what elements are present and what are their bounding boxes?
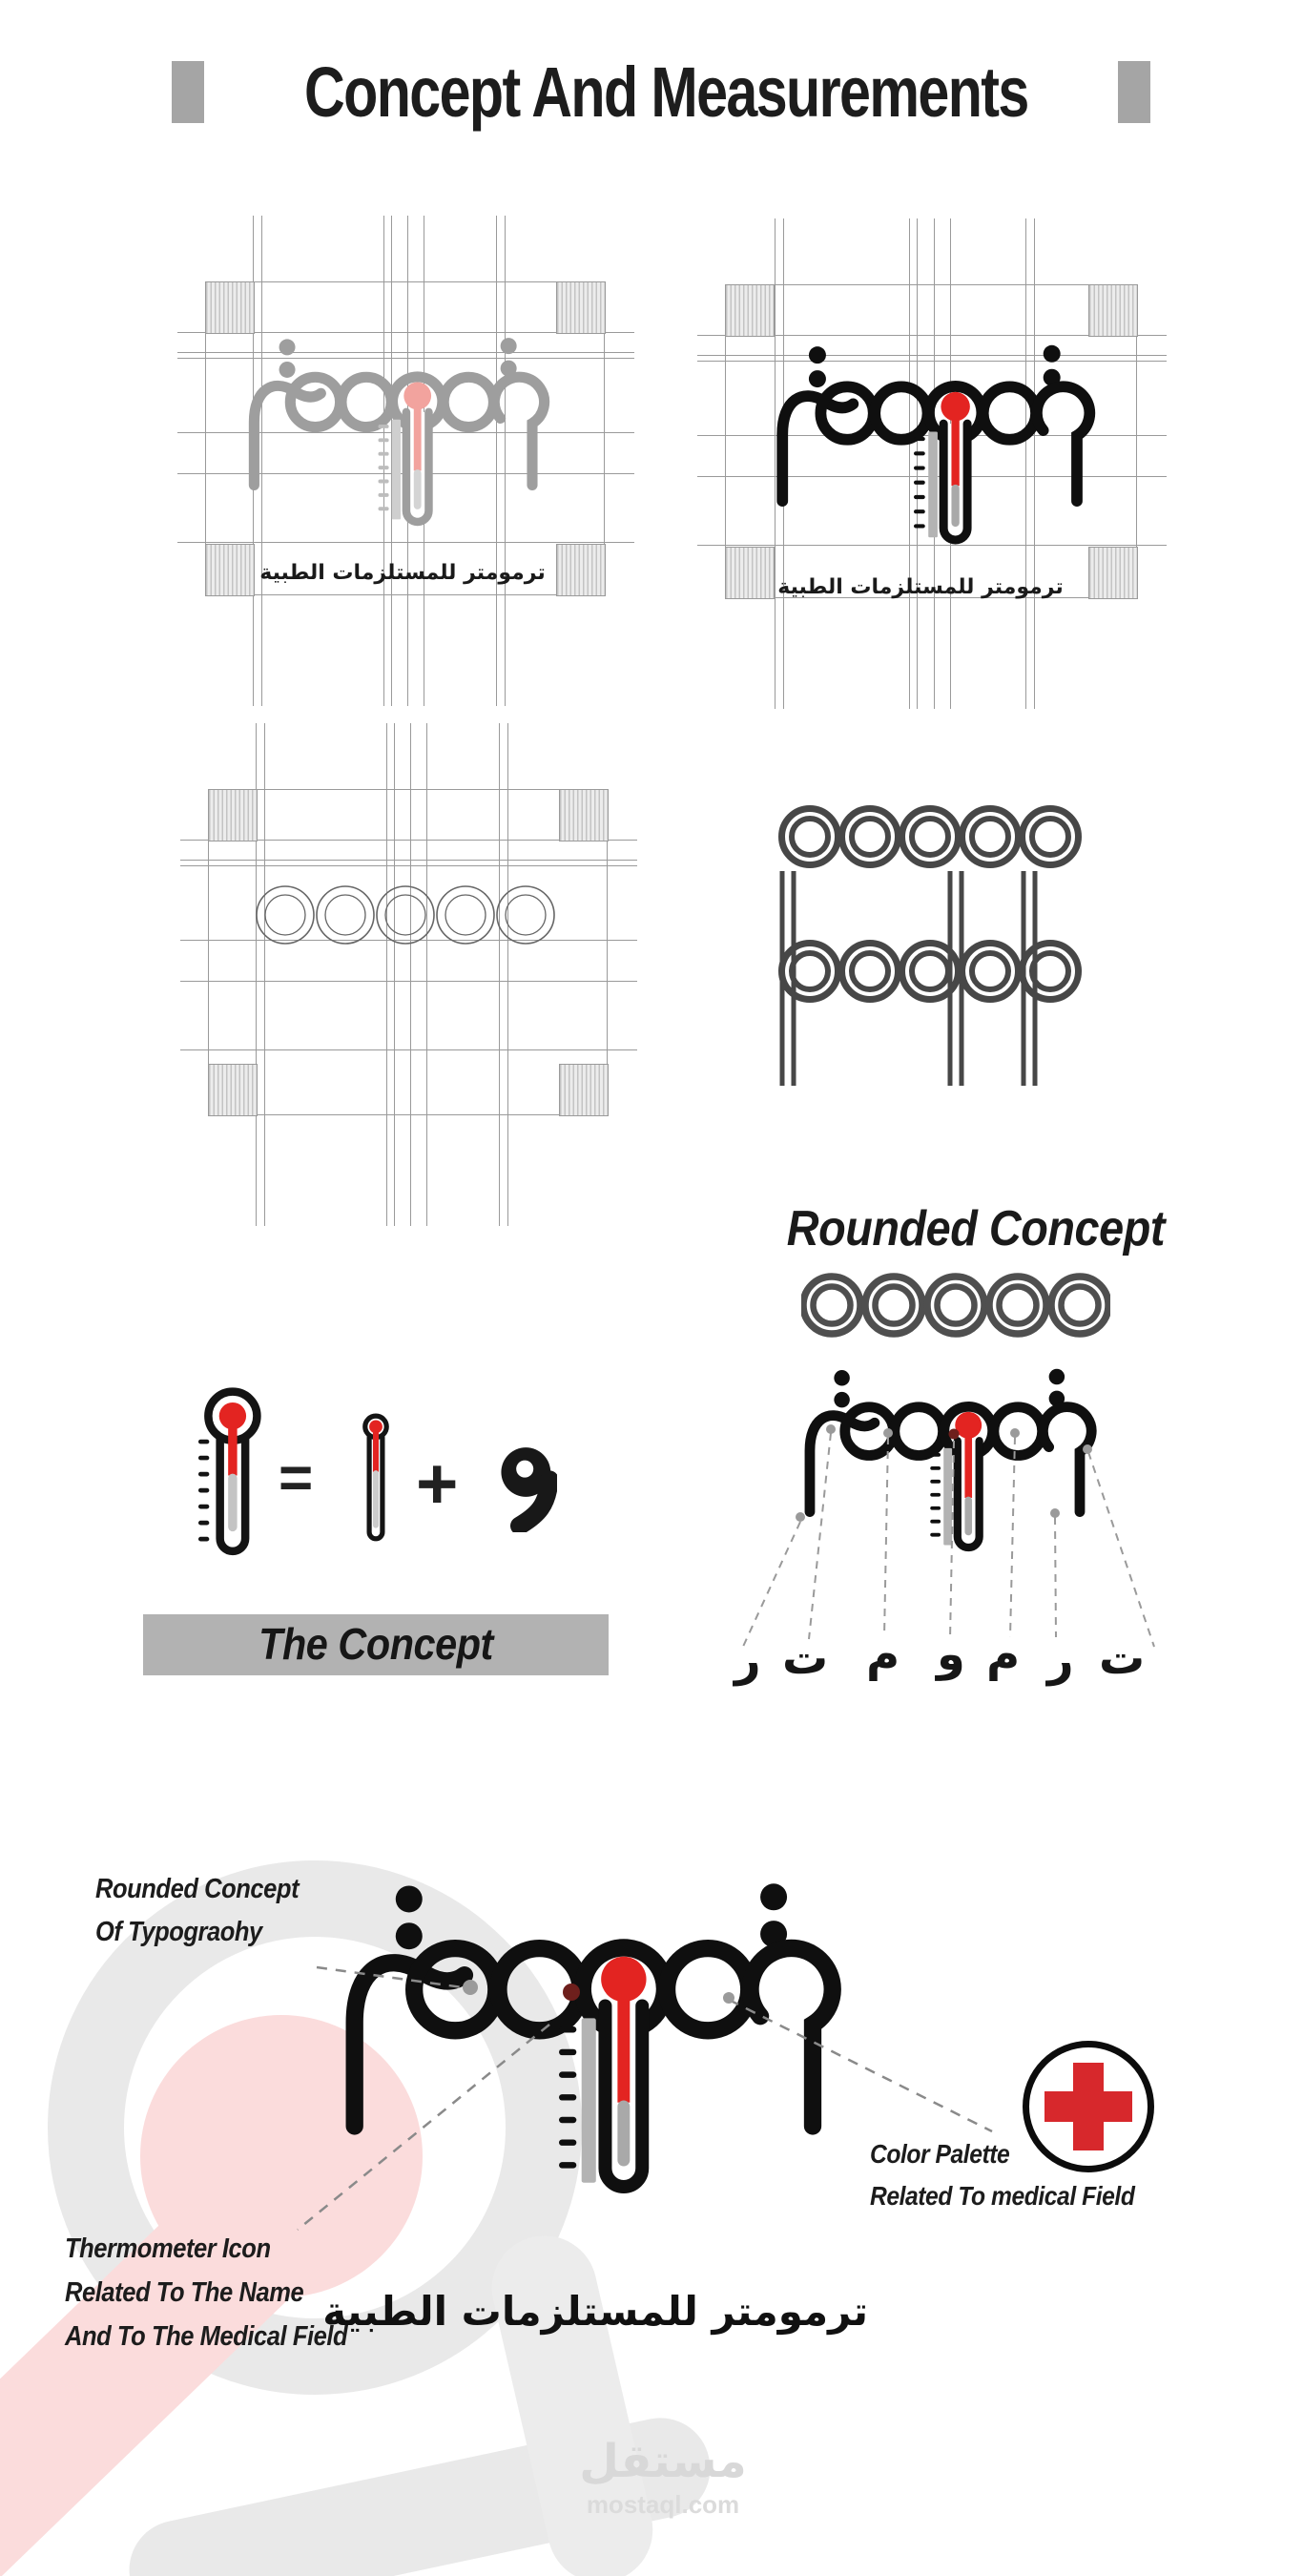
logo-construction-gray xyxy=(240,327,565,551)
logo-final-large xyxy=(332,1866,866,2236)
caption-right: ترمومتر للمستلزمات الطبية xyxy=(777,575,1064,599)
hatch-block xyxy=(560,790,608,841)
hatch-block xyxy=(209,790,257,841)
header-accent-right xyxy=(1118,61,1150,123)
outline-circles-row-icon xyxy=(255,884,556,945)
arabic-letter: و xyxy=(937,1628,965,1681)
hatch-block xyxy=(557,282,605,333)
typography-note-line2: Of Typograohy xyxy=(95,1917,262,1947)
arabic-letter: م xyxy=(866,1628,900,1681)
construction-grid-circles xyxy=(208,789,608,1115)
palette-note-line1: Color Palette xyxy=(870,2139,1010,2169)
hatch-block xyxy=(726,285,774,336)
arabic-letter: ت xyxy=(1099,1631,1146,1685)
arabic-letter: ر xyxy=(734,1633,761,1687)
grid-line xyxy=(499,723,500,1226)
arabic-letter: ت xyxy=(782,1631,829,1685)
header-accent-left xyxy=(172,61,204,123)
logo-rounded-concept xyxy=(796,1359,1111,1576)
thermometer-simple-icon xyxy=(358,1410,394,1550)
grid-line xyxy=(180,1049,637,1050)
rings-and-rails-icon xyxy=(768,797,1102,1092)
equals-sign: = xyxy=(279,1445,314,1511)
palette-note-line2: Related To medical Field xyxy=(870,2181,1135,2211)
plus-sign: + xyxy=(416,1444,459,1525)
hatch-block xyxy=(209,1065,257,1115)
thermometer-wordmark-icon xyxy=(796,1359,1111,1576)
hatch-block xyxy=(206,282,254,333)
grid-line xyxy=(394,723,395,1226)
watermark-brand: مستقل xyxy=(579,2435,747,2488)
thermometer-note xyxy=(65,2227,347,2358)
thermometer-note-line3: And To The Medical Field xyxy=(65,2321,348,2352)
concept-label: The Concept xyxy=(259,1619,493,1669)
typography-note-line1: Rounded Concept xyxy=(95,1874,300,1904)
grid-line xyxy=(180,860,637,861)
grid-line xyxy=(386,723,387,1226)
thermometer-wordmark-icon xyxy=(768,334,1111,571)
rounded-concept-title: Rounded Concept xyxy=(786,1201,1165,1257)
hatch-block xyxy=(560,1065,608,1115)
grid-line xyxy=(180,981,637,982)
hatch-block xyxy=(1089,285,1137,336)
thermometer-wordmark-icon xyxy=(332,1866,866,2236)
arabic-letter: ر xyxy=(1047,1633,1074,1687)
arabic-letter: م xyxy=(986,1628,1021,1681)
thermometer-detailed-icon xyxy=(196,1385,265,1566)
grid-line xyxy=(264,723,265,1226)
final-wordmark: ترمومتر للمستلزمات الطبية xyxy=(322,2288,868,2335)
grid-line xyxy=(426,723,427,1226)
grid-line xyxy=(507,723,508,1226)
grid-line xyxy=(180,865,637,866)
grid-line xyxy=(410,723,411,1226)
concept-label-bar xyxy=(143,1614,609,1675)
palette-note xyxy=(870,2133,1134,2217)
thermometer-wordmark-icon xyxy=(240,327,565,551)
thermometer-note-line1: Thermometer Icon xyxy=(65,2233,271,2264)
watermark-domain: mostaql.com xyxy=(586,2490,740,2519)
rounded-circles-row-icon xyxy=(801,1273,1110,1338)
typography-note xyxy=(95,1868,299,1954)
waw-numeral-icon xyxy=(498,1446,557,1532)
logo-construction-black xyxy=(768,334,1111,571)
caption-left: ترمومتر للمستلزمات الطبية xyxy=(259,561,546,585)
page-title: Concept And Measurements xyxy=(304,52,1028,132)
thermometer-note-line2: Related To The Name xyxy=(65,2277,304,2308)
